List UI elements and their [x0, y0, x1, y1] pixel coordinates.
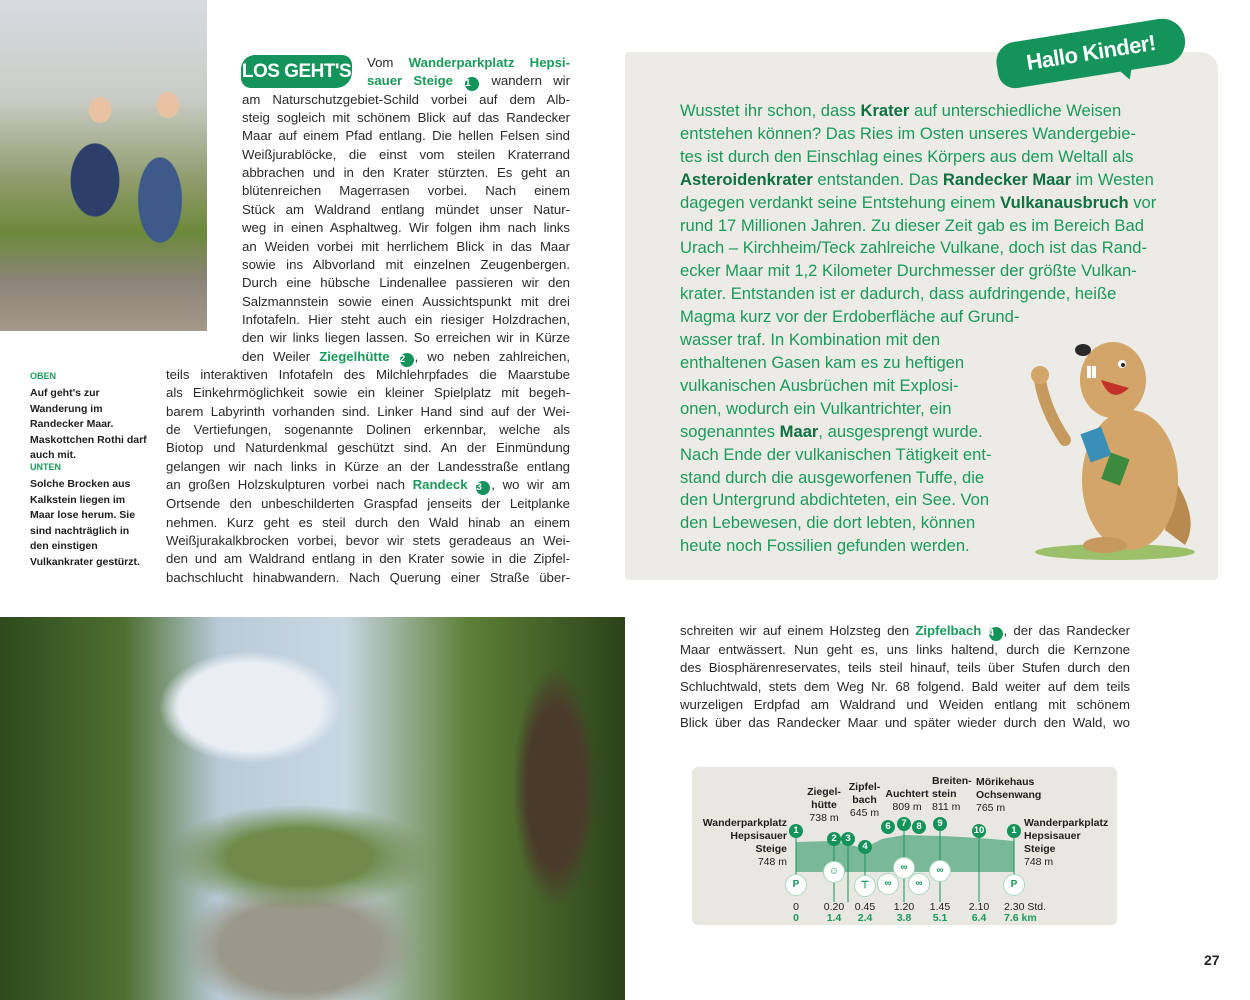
- auchtert-name: Auchtert: [885, 788, 929, 800]
- text-segment: Maar entwässert. Nun geht es, uns links haltend, durch die Kernzone: [680, 642, 1130, 657]
- distance-label: 6.4: [971, 912, 987, 924]
- caption-top: [30, 370, 150, 464]
- text-segment: bachschlucht hinabwandern. Nach Querung einer Straße über-: [166, 569, 570, 585]
- text-segment: entstanden. Das: [812, 169, 943, 189]
- distance-label: 3.8: [896, 912, 912, 924]
- text-segment: Nach Ende der vulkanischen Tätigkeit ent-: [680, 444, 992, 464]
- text-segment: entstehen können? Das Ries im Osten unseres Wandergebie-: [680, 123, 1136, 143]
- text-line: [242, 329, 570, 347]
- waypoint-number-badge: 1: [465, 77, 479, 91]
- text-segment: rund 17 Millionen Jahren. Zu dieser Zeit gab es im Bereich Bad: [680, 215, 1144, 235]
- text-line: [680, 192, 1156, 215]
- highlighted-place: Krater: [860, 101, 910, 120]
- text-segment: [453, 73, 464, 88]
- distance-label: 1.4: [826, 912, 842, 924]
- text-line: [242, 91, 570, 109]
- text-line: [680, 641, 1130, 659]
- text-line: [242, 146, 570, 164]
- time-label: 2.10: [968, 901, 990, 913]
- waypoint-2: 2: [827, 832, 841, 846]
- profile-zipfelbach-label: [847, 781, 882, 820]
- text-segment: barem Labyrinth vorhanden sind. Linker Hand sind auf der Wei-: [166, 403, 570, 419]
- text-line: [242, 238, 570, 256]
- text-line: [680, 678, 1130, 696]
- text-segment: enthaltenen Gasen kam es zu heftigen: [680, 352, 965, 372]
- los-gehts-heading: LOS GEHT'S: [241, 55, 352, 88]
- text-segment: des Biosphärenreservates, teils steil hinauf, teils über Stufen durch den: [680, 660, 1130, 676]
- text-line: [166, 476, 570, 495]
- text-line: [367, 72, 570, 91]
- text-segment: am Naturschutzgebiet-Schild vorbei auf dem Alb-: [242, 91, 570, 107]
- text-line: [166, 439, 570, 457]
- text-segment: blütenreichen Magerrasen vorbei. Nach einem: [242, 183, 570, 199]
- text-segment: , wo neben zahlreichen,: [414, 348, 570, 364]
- text-segment: den Untergrund abdichteten, ein See. Von: [680, 490, 990, 510]
- moerikehaus-name-1: Mörikehaus: [976, 776, 1035, 788]
- waypoint-1-start: 1: [789, 824, 803, 838]
- time-label: 1.20: [893, 901, 915, 913]
- highlighted-place: Vulkanausbruch: [1000, 192, 1129, 212]
- picnic-table-icon: ⊤: [854, 875, 876, 897]
- text-segment: gelangen wir nach links in Kürze an der Landesstraße entlang: [166, 458, 570, 474]
- text-segment: [468, 477, 476, 492]
- text-segment: Vom: [367, 55, 409, 70]
- main-text-block-3: [166, 366, 570, 587]
- text-segment: wurzeligen Erdpfad am Waldrand und Weiden entlang mit schönem: [680, 697, 1130, 713]
- text-segment: auf unterschiedliche Weisen: [909, 101, 1122, 120]
- waypoint-8: 8: [912, 820, 926, 834]
- text-segment: [981, 623, 987, 638]
- distance-label: 0: [793, 912, 799, 924]
- text-segment: de Vertiefungen, sogenannte Dolinen erkennbar, welche als: [166, 422, 570, 438]
- waypoint-6: 6: [881, 820, 895, 834]
- binoculars-icon: ∞: [929, 860, 951, 882]
- text-segment: wandern wir: [480, 73, 570, 89]
- text-segment: Magma kurz vor der Erdoberfläche auf Grund-: [680, 307, 1020, 327]
- waypoint-number-badge: 4: [989, 627, 1003, 641]
- text-segment: Weißjurablöcke, die einst vom steilen Kraterrand: [242, 146, 570, 162]
- text-segment: Ortsende den unbeschilderten Graspfad jenseits der Leitplanke: [166, 496, 570, 512]
- binoculars-icon: ∞: [877, 873, 899, 895]
- text-line: [242, 274, 570, 292]
- text-segment: weg in einen Asphaltweg. Wir folgen ihm nach links: [242, 220, 570, 236]
- text-line: [680, 237, 1156, 260]
- text-segment: vor: [1128, 192, 1157, 212]
- zipfelbach-elevation: 645 m: [849, 807, 880, 819]
- highlighted-place: sauer Steige: [367, 73, 453, 89]
- highlighted-place: Ziegelhütte: [319, 348, 390, 364]
- text-segment: Stück am Waldrand entlang mündet unser Natur-: [242, 201, 570, 217]
- text-segment: Wusstet ihr schon, dass: [680, 101, 861, 120]
- text-line: [242, 164, 570, 182]
- text-segment: heute noch Fossilien gefunden werden.: [680, 536, 970, 556]
- hallo-kinder-bubble: Hallo Kinder!: [994, 15, 1189, 90]
- text-segment: stand durch die ausgeworfenen Tuffe, die: [680, 467, 985, 487]
- moerikehaus-name-2: Ochsenwang: [976, 789, 1042, 801]
- end-name-2: Hepsisauer: [1024, 830, 1081, 842]
- text-line: [680, 283, 1156, 306]
- text-line: [166, 550, 570, 568]
- text-line: [680, 696, 1130, 714]
- text-segment: Urach – Kirchheim/Teck zahlreiche Vulkane, doch ist das Rand-: [680, 238, 1147, 258]
- time-label: 0.45: [854, 901, 876, 913]
- caption-bottom-text: Solche Brocken aus Kalkstein liegen im Maar lose herum. Sie sind nachträglich in den einstigen Vulkankrater gestürzt.: [30, 478, 140, 568]
- ziegelhuette-name-2: hütte: [811, 799, 837, 811]
- text-line: [166, 366, 570, 384]
- caption-bottom: [30, 461, 150, 571]
- time-label: 0.20: [823, 901, 845, 913]
- waypoint-number-badge: 3: [476, 481, 490, 495]
- text-segment: [390, 349, 399, 364]
- breitenstein-elevation: 811 m: [932, 801, 961, 813]
- text-line: [680, 714, 1130, 732]
- ziegelhuette-name-1: Ziegel-: [807, 786, 841, 798]
- waypoint-3: 3: [841, 832, 855, 846]
- text-line: [242, 293, 570, 311]
- parking-icon: P: [785, 874, 807, 896]
- playground-icon: ☺: [823, 861, 845, 883]
- text-line: [166, 403, 570, 421]
- text-segment: steig sogleich mit schönem Blick auf das Randecker: [242, 110, 570, 126]
- profile-start-label: [703, 817, 787, 869]
- highlighted-place: Asteroidenkrater: [680, 169, 813, 189]
- breitenstein-name-1: Breiten-: [932, 775, 972, 787]
- text-segment: nehmen. Kurz geht es steil durch den Wald hinab an einem: [166, 514, 570, 530]
- text-line: [166, 569, 570, 587]
- text-line: [242, 127, 570, 145]
- main-text-block-1: [367, 54, 570, 91]
- text-segment: den Lebewesen, die dort lebten, können: [680, 513, 976, 533]
- profile-auchtert-label: [884, 788, 930, 814]
- text-line: [166, 495, 570, 513]
- text-segment: an Weiden vorbei mit herrlichem Blick in das Maar: [242, 238, 570, 254]
- text-segment: teils interaktiven Infotafeln des Milchlehrpfades die Maarstube: [166, 367, 570, 382]
- text-segment: wasser traf. In Kombination mit den: [680, 330, 941, 350]
- elevation-profile: [692, 767, 1117, 925]
- highlighted-place: Maar: [779, 421, 819, 441]
- distance-label: 7.6 km: [1004, 912, 1037, 924]
- text-line: [680, 100, 1156, 123]
- text-segment: schreiten wir auf einem Holzsteg den: [680, 623, 916, 638]
- text-line: [242, 201, 570, 219]
- text-segment: Biotop und Naturdenkmal geschützt sind. An der Einmündung: [166, 440, 570, 456]
- waypoint-1-end: 1: [1007, 824, 1021, 838]
- text-line: [242, 256, 570, 274]
- zipfelbach-name-2: bach: [852, 794, 877, 806]
- photo-children-on-log: [0, 0, 207, 331]
- profile-breitenstein-label: [932, 775, 973, 814]
- breitenstein-name-2: stein: [932, 788, 957, 800]
- text-line: [166, 384, 570, 402]
- text-line: [680, 622, 1130, 641]
- text-segment: vulkanischen Ausbrüchen mit Explosi-: [680, 375, 959, 395]
- text-line: [242, 348, 570, 367]
- text-segment: im Westen: [1071, 169, 1154, 189]
- waypoint-4: 4: [858, 840, 872, 854]
- text-segment: Durch eine hübsche Lindenallee passieren wir den: [242, 275, 570, 291]
- text-segment: tes ist durch den Einschlag eines Körpers aus dem Weltall als: [680, 146, 1134, 166]
- text-segment: , wo wir am: [491, 477, 570, 493]
- text-line: [680, 260, 1156, 283]
- text-line: [242, 219, 570, 237]
- highlighted-place: Randecker Maar: [942, 169, 1072, 189]
- text-line: [166, 458, 570, 476]
- text-segment: abbrachen und in den Krater stürzten. Es geht an: [242, 165, 570, 181]
- time-label: 0: [793, 901, 799, 913]
- parking-icon: P: [1003, 874, 1025, 896]
- start-name-2: Hepsisauer: [730, 830, 787, 842]
- caption-bottom-label: UNTEN: [30, 462, 61, 472]
- text-segment: ecker Maar mit 1,2 Kilometer Durchmesser der größte Vulkan-: [680, 261, 1137, 281]
- profile-moerikehaus-label: [976, 776, 1041, 815]
- text-line: [367, 54, 570, 72]
- text-segment: dagegen verdankt seine Entstehung einem: [680, 192, 1001, 212]
- zipfelbach-name-1: Zipfel-: [848, 781, 881, 793]
- waypoint-9: 9: [933, 817, 947, 831]
- distance-label: 5.1: [932, 912, 948, 924]
- text-line: [242, 109, 570, 127]
- text-segment: an großen Holzskulpturen vorbei nach: [166, 477, 413, 493]
- start-elevation: 748 m: [757, 856, 787, 868]
- end-name-1: Wanderparkplatz: [1024, 817, 1109, 829]
- text-line: [680, 659, 1130, 677]
- time-label: 2.30 Std.: [1004, 901, 1047, 913]
- main-text-block-2: [242, 91, 570, 367]
- text-segment: den und am Waldrand entlang in den Krater sowie in die Zipfel-: [166, 551, 570, 567]
- main-text-continuation: [680, 622, 1130, 733]
- text-segment: Salzmannstein sowie einen Aussichtspunkt mit drei: [242, 293, 570, 309]
- waypoint-number-badge: 2: [400, 353, 414, 367]
- start-name-1: Wanderparkplatz: [702, 817, 787, 829]
- text-line: [166, 514, 570, 532]
- highlighted-place: Wanderparkplatz Hepsi-: [408, 55, 570, 70]
- text-segment: den wir links liegen lassen. So erreichen wir in Kürze: [242, 330, 570, 346]
- text-line: [166, 421, 570, 439]
- text-segment: den Weiler: [242, 348, 320, 364]
- text-line: [680, 123, 1156, 146]
- page-number: 27: [1204, 952, 1220, 968]
- text-segment: onen, wodurch ein Vulkantrichter, ein: [680, 398, 952, 418]
- time-label: 1.45: [929, 901, 951, 913]
- text-line: [242, 311, 570, 329]
- text-line: [680, 169, 1156, 192]
- text-segment: Blick über das Randecker Maar und später wieder durch den Wald, wo: [680, 715, 1130, 731]
- text-segment: Infotafeln. Hier steht auch ein riesiger Holzdrachen,: [242, 312, 570, 327]
- text-line: [242, 182, 570, 200]
- waypoint-7: 7: [897, 817, 911, 831]
- text-segment: krater. Entstanden ist er dadurch, dass aufdringende, heiße: [680, 284, 1117, 304]
- text-line: [680, 215, 1156, 238]
- text-line: [680, 146, 1156, 169]
- text-segment: Maar auf einem Pfad entlang. Die hellen Felsen sind: [242, 128, 570, 144]
- text-segment: , ausgesprengt wurde.: [818, 421, 983, 441]
- ziegelhuette-elevation: 738 m: [809, 812, 839, 824]
- waypoint-10: 10: [973, 825, 985, 836]
- text-segment: Schluchtwald, stets dem Weg Nr. 68 folgend. Bald weiter auf dem teils: [680, 678, 1130, 694]
- text-line: [166, 532, 570, 550]
- profile-ziegelhuette-label: [804, 786, 844, 825]
- highlighted-place: Randeck: [412, 477, 468, 493]
- text-segment: sowie ins Albvorland mit einzelnen Zeugenbergen.: [242, 256, 570, 272]
- highlighted-place: Zipfelbach: [915, 623, 982, 638]
- text-segment: sogenanntes: [680, 421, 780, 441]
- start-name-3: Steige: [755, 843, 787, 855]
- auchtert-elevation: 809 m: [892, 801, 922, 813]
- binoculars-icon: ∞: [908, 873, 930, 895]
- caption-top-text: Auf geht's zur Wanderung im Randecker Maar. Maskottchen Rothi darf auch mit.: [30, 387, 147, 462]
- text-segment: Weißjurakalkbrocken vorbei, bevor wir stets geradeaus an Wei-: [166, 532, 570, 548]
- photo-limestone-boulders: [0, 617, 625, 1000]
- binoculars-icon: ∞: [893, 857, 915, 879]
- moerikehaus-elevation: 765 m: [976, 802, 1006, 814]
- text-segment: , der das Randecker: [1003, 623, 1130, 638]
- profile-end-label: [1024, 817, 1108, 869]
- end-name-3: Steige: [1024, 843, 1056, 855]
- text-segment: als Einkehrmöglichkeit sowie ein kleiner Spielplatz mit begeh-: [166, 385, 570, 401]
- caption-top-label: OBEN: [30, 371, 57, 381]
- text-line: [680, 306, 1156, 329]
- end-elevation: 748 m: [1024, 856, 1054, 868]
- marmot-mascot-illustration: [1025, 330, 1200, 560]
- distance-label: 2.4: [857, 912, 873, 924]
